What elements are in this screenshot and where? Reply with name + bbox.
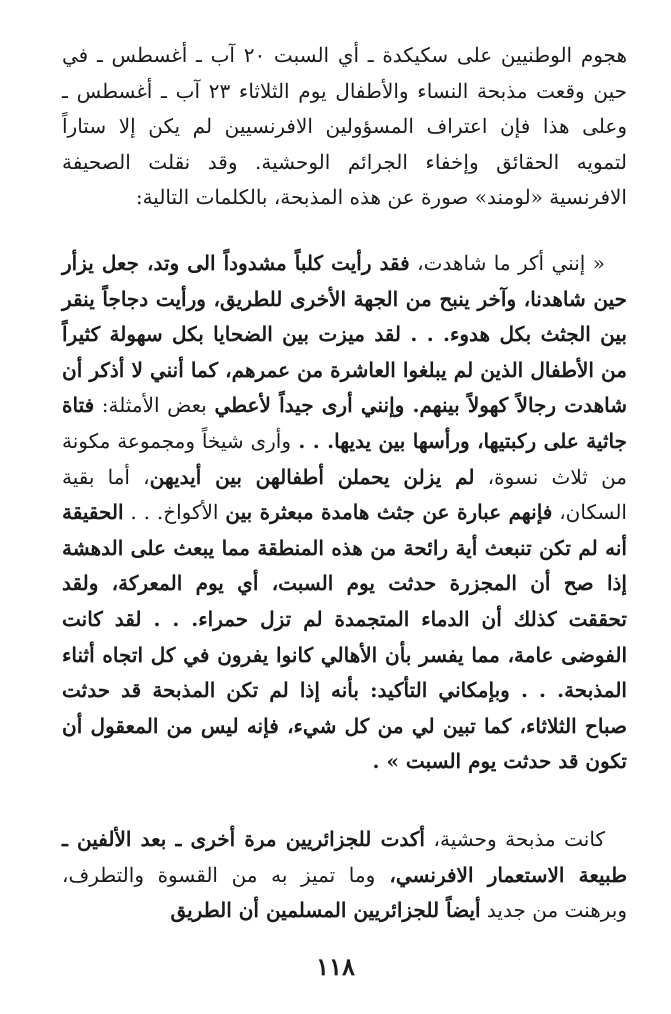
conclusion-segment: وما تميز به من القسوة والتطرف، وبرهنت من جديد [62, 862, 627, 923]
quote-segment: ، أما بقية السكان، [62, 464, 627, 525]
conclusion-segment: كانت مذبحة وحشية، [424, 827, 605, 851]
paragraph-intro [62, 38, 627, 216]
page-number: ١١٨ [316, 952, 355, 981]
quote-segment-bold: لم يزلن يحملن أطفالهن بين أيديهن [149, 464, 475, 489]
quote-segment: « إنني أكر ما شاهدت، [409, 251, 605, 275]
conclusion-segment-bold: أيضاً للجزائريين المسلمين أن الطريق [170, 898, 481, 923]
quote-segment-bold: فتاة جاثية على ركبتيها، ورأسها بين يديها. . . [62, 393, 627, 453]
quote-segment: الأكواخ. . . [123, 500, 226, 525]
quote-segment-bold: فإنهم عبارة عن جثث هامدة مبعثرة بين [225, 500, 553, 525]
quote-segment-bold: الحقيقة أنه لم تكن تنبعث أية رائحة من هذه المنطقة مما يبعث على الدهشة إذا صح أن المجزرة حدثت يوم السبت، أي يوم المعركة، ولقد تحققت كذلك أن الدماء المتجمدة لم تزل حمراء. . . لقد كانت الفوضى عامة، مما يفسر بأن الأهالي كانوا يفرون في كل اتجاه أثناء المذبحة. . . وبإمكاني التأكيد: بأنه إذا لم تكن المذبحة قد حدثت صباح الثلاثاء، كما تبين لي من كل شيء، فإنه ليس من المعقول أن تكون قد حدثت يوم السبت » . [62, 500, 627, 774]
newspaper-quote [62, 246, 627, 780]
paragraph-conclusion [62, 822, 627, 929]
conclusion-segment-bold: أكدت للجزائريين مرة أخرى ـ بعد الألفين ـ طبيعة الاستعمار الافرنسي، [62, 827, 627, 887]
quote-segment: بعض الأمثلة: [94, 393, 215, 418]
quote-segment: وأرى شيخاً ومجموعة مكونة من ثلاث نسوة، [62, 428, 628, 489]
paragraph-intro-text: هجوم الوطنيين على سكيكدة ـ أي السبت ٢٠ آب ـ أغسطس ـ في حين وقعت مذبحة النساء والأطفال يوم الثلاثاء ٢٣ آب ـ أغسطس ـ وعلى هذا فإن اعتراف المسؤولين الافرنسيين لم يكن إلا ستاراً لتمويه الحقائق وإخفاء الجرائم الوحشية. وقد نقلت الصحيفة الافرنسية «لومند» صورة عن هذه المذبحة، بالكلمات التالية: [62, 43, 628, 210]
quote-segment-bold: فقد رأيت كلباً مشدوداً الى وتد، جعل يزأر حين شاهدنا، وآخر ينبح من الجهة الأخرى للطريق، ورأيت دجاجاً ينقر بين الجثث بكل هدوء. . . لقد ميزت بين الضحايا بكل سهولة كثيراً من الأطفال الذين لم يبلغوا العاشرة من عمرهم، كما أنني لا أذكر أن شاهدت رجالاً كهولاً بينهم. وإنني أرى جيداً لأعطي [62, 251, 627, 418]
